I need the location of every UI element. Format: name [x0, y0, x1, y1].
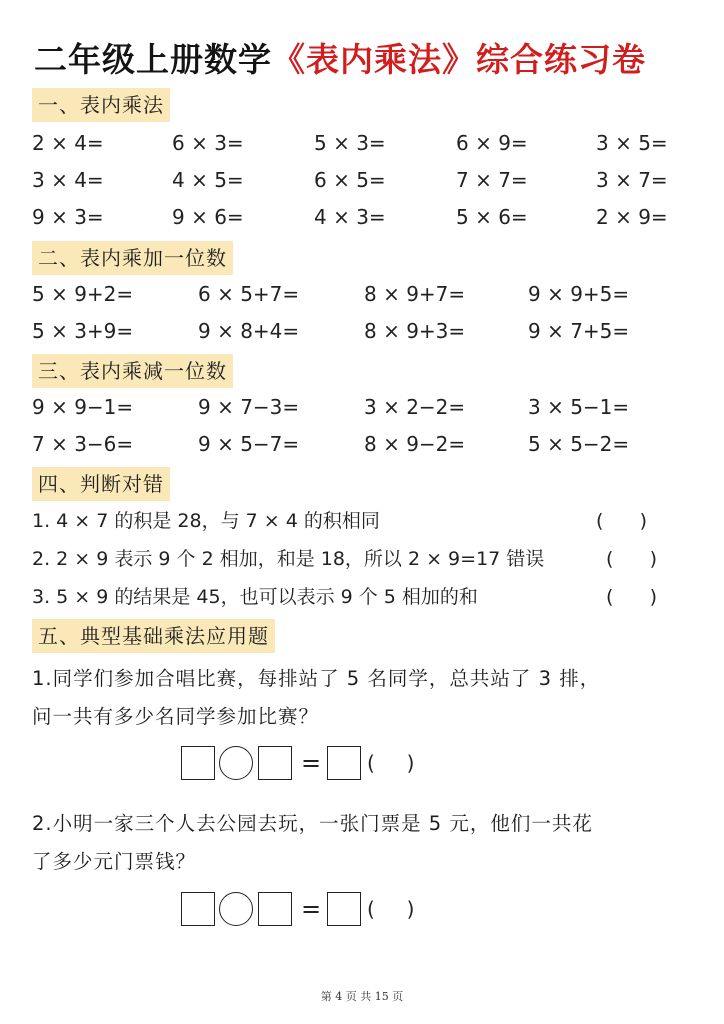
exercise-item: 8 × 9−2=: [364, 432, 466, 456]
section-heading-2: 二、表内乘加一位数: [32, 241, 233, 275]
true-false-item: [32, 579, 692, 615]
problem-text-line: 2.小明一家三个人去公园去玩，一张门票是 5 元，他们一共花: [32, 812, 593, 835]
problem-text-line: 问一共有多少名同学参加比赛？: [32, 705, 320, 728]
unit-blank[interactable]: ( ): [367, 897, 415, 921]
exercise-item: 5 × 3=: [314, 131, 386, 155]
true-false-statement: 2. 2 × 9 表示 9 个 2 相加，和是 18，所以 2 × 9=17 错误: [32, 548, 545, 570]
section-heading-3: 三、表内乘减一位数: [32, 354, 233, 388]
true-false-item: [32, 503, 692, 539]
exercise-item: 9 × 7+5=: [528, 319, 630, 343]
number-box[interactable]: [258, 746, 292, 780]
exercise-item: 6 × 9=: [456, 131, 528, 155]
exercise-row: [32, 276, 692, 312]
exercise-item: 8 × 9+7=: [364, 282, 466, 306]
result-box[interactable]: [327, 892, 361, 926]
equals-sign: =: [301, 749, 322, 777]
exercise-item: 9 × 8+4=: [198, 319, 300, 343]
exercise-item: 2 × 9=: [596, 205, 668, 229]
exercise-item: 5 × 6=: [456, 205, 528, 229]
number-box[interactable]: [181, 892, 215, 926]
exercise-item: 7 × 3−6=: [32, 432, 134, 456]
exercise-item: 8 × 9+3=: [364, 319, 466, 343]
exercise-row: [32, 199, 692, 235]
exercise-item: 7 × 7=: [456, 168, 528, 192]
exercise-item: 3 × 5=: [596, 131, 668, 155]
word-problem-2: [32, 805, 692, 881]
exercise-item: 9 × 9−1=: [32, 395, 134, 419]
word-problem-1: [32, 660, 692, 736]
page-number: 第 4 页 共 15 页: [320, 990, 404, 1003]
exercise-row: [32, 313, 692, 349]
exercise-item: 4 × 3=: [314, 205, 386, 229]
title-grade: 二年级上册数学: [34, 40, 272, 79]
exercise-item: 5 × 9+2=: [32, 282, 134, 306]
problem-text-line: 了多少元门票钱？: [32, 850, 197, 873]
problem-text-line: 1.同学们参加合唱比赛，每排站了 5 名同学，总共站了 3 排，: [32, 667, 601, 690]
exercise-item: 2 × 4=: [32, 131, 104, 155]
exercise-item: 9 × 3=: [32, 205, 104, 229]
exercise-item: 3 × 7=: [596, 168, 668, 192]
exercise-row: [32, 162, 692, 198]
answer-blank[interactable]: ( ): [606, 548, 658, 570]
exercise-item: 3 × 5−1=: [528, 395, 630, 419]
section-heading-5: 五、典型基础乘法应用题: [32, 619, 275, 653]
exercise-item: 9 × 5−7=: [198, 432, 300, 456]
true-false-statement: 1. 4 × 7 的积是 28，与 7 × 4 的积相同: [32, 510, 380, 532]
exercise-item: 4 × 5=: [172, 168, 244, 192]
unit-blank[interactable]: ( ): [367, 751, 415, 775]
exercise-item: 9 × 9+5=: [528, 282, 630, 306]
section-heading-4: 四、判断对错: [32, 467, 170, 501]
exercise-item: 3 × 2−2=: [364, 395, 466, 419]
operator-circle[interactable]: [219, 746, 253, 780]
true-false-statement: 3. 5 × 9 的结果是 45，也可以表示 9 个 5 相加的和: [32, 586, 478, 608]
exercise-row: [32, 426, 692, 462]
exercise-item: 3 × 4=: [32, 168, 104, 192]
exercise-item: 9 × 7−3=: [198, 395, 300, 419]
exercise-item: 5 × 5−2=: [528, 432, 630, 456]
true-false-item: [32, 541, 692, 577]
operator-circle[interactable]: [219, 892, 253, 926]
equals-sign: =: [301, 895, 322, 923]
exercise-item: 6 × 3=: [172, 131, 244, 155]
exercise-item: 6 × 5=: [314, 168, 386, 192]
exercise-item: 5 × 3+9=: [32, 319, 134, 343]
exercise-item: 9 × 6=: [172, 205, 244, 229]
section-heading-1: 一、表内乘法: [32, 88, 170, 122]
exercise-row: [32, 389, 692, 425]
answer-blank[interactable]: ( ): [596, 510, 648, 532]
result-box[interactable]: [327, 746, 361, 780]
number-box[interactable]: [258, 892, 292, 926]
exercise-item: 6 × 5+7=: [198, 282, 300, 306]
worksheet-title: [34, 34, 724, 81]
exercise-row: [32, 125, 692, 161]
title-topic: 《表内乘法》综合练习卷: [272, 40, 646, 79]
answer-blank[interactable]: ( ): [606, 586, 658, 608]
number-box[interactable]: [181, 746, 215, 780]
